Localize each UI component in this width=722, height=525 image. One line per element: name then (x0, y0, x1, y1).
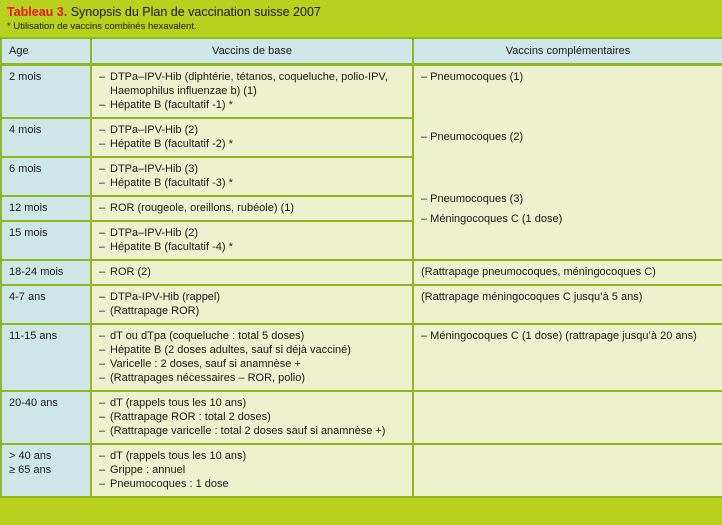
dash-bullet: – (99, 464, 106, 476)
table-row (1, 391, 722, 444)
list-item-continuation: Haemophilus influenzae b) (1) (110, 85, 257, 97)
dash-bullet: – (99, 344, 106, 356)
cell-age: 12 mois (1, 196, 91, 221)
cell-age: 11-15 ans (1, 324, 91, 391)
table-row (1, 65, 722, 119)
vaccination-table (0, 37, 722, 498)
dash-bullet: – (99, 202, 106, 214)
cell-age: 4 mois (1, 118, 91, 157)
table-row (1, 324, 722, 391)
dash-bullet: – (99, 372, 106, 384)
list-item: – dT ou dTpa (coqueluche : total 5 doses) (99, 330, 305, 342)
dash-bullet: – (99, 305, 106, 317)
dash-bullet: – (99, 227, 106, 239)
list-item: – DTPa–IPV-Hib (2) (99, 227, 199, 239)
list-item: – Hépatite B (facultatif -3) * (99, 177, 233, 189)
cell-base-vaccines (91, 391, 413, 444)
list-item: – DTPa-IPV-Hib (rappel) (99, 291, 221, 303)
list-item: – Grippe : annuel (99, 464, 186, 476)
bottom-band (0, 498, 722, 504)
dash-bullet: – (99, 411, 106, 423)
dash-bullet: – (99, 138, 106, 150)
cell-age: 6 mois (1, 157, 91, 196)
figure-title-text: Synopsis du Plan de vaccination suisse 2007 (70, 5, 321, 19)
list-item: – DTPa–IPV-Hib (2) (99, 124, 199, 136)
complementary-line: – Méningocoques C (1 dose) (rattrapage jusqu’à 20 ans) (421, 330, 697, 342)
cell-base-vaccines (91, 118, 413, 157)
cell-complementary-vaccines (413, 260, 722, 285)
base-vaccine-list (99, 201, 405, 215)
figure-footnote: * Utilisation de vaccins combinés hexavalent. (7, 21, 197, 32)
base-vaccine-list (99, 70, 405, 112)
list-item: – Hépatite B (facultatif -1) * (99, 99, 233, 111)
cell-base-vaccines (91, 285, 413, 324)
cell-age (1, 444, 91, 497)
list-item: – Hépatite B (facultatif -4) * (99, 241, 233, 253)
list-item: – DTPa–IPV-Hib (diphtérie, tétanos, coqueluche, polio-IPV, (99, 71, 388, 83)
figure-title-band (0, 0, 722, 37)
column-header-age: Age (1, 38, 91, 65)
dash-bullet: – (99, 99, 106, 111)
list-item: – (Rattrapages nécessaires – ROR, polio) (99, 372, 306, 384)
table-row (1, 444, 722, 497)
cell-age: 4-7 ans (1, 285, 91, 324)
column-header-base-vaccines: Vaccins de base (91, 38, 413, 65)
list-item: – ROR (rougeole, oreillons, rubéole) (1) (99, 202, 295, 214)
column-header-complementary-vaccines: Vaccins complémentaires (413, 38, 722, 65)
list-item: – Pneumocoques : 1 dose (99, 478, 229, 490)
cell-age: 2 mois (1, 65, 91, 119)
base-vaccine-list (99, 449, 405, 491)
dash-bullet: – (99, 425, 106, 437)
list-item: – Hépatite B (facultatif -2) * (99, 138, 233, 150)
list-item: – (Rattrapage varicelle : total 2 doses sauf si anamnèse +) (99, 425, 386, 437)
age-line-2: ≥ 65 ans (9, 464, 52, 476)
cell-complementary-vaccines-merged (413, 65, 722, 261)
base-vaccine-list (99, 162, 405, 190)
base-vaccine-list (99, 123, 405, 151)
dash-bullet: – (99, 291, 106, 303)
cell-complementary-vaccines (413, 324, 722, 391)
base-vaccine-list (99, 396, 405, 438)
dash-bullet: – (99, 163, 106, 175)
list-item: – Varicelle : 2 doses, sauf si anamnèse + (99, 358, 301, 370)
base-vaccine-list (99, 265, 405, 279)
cell-base-vaccines (91, 324, 413, 391)
figure-label: Tableau 3. (7, 5, 68, 19)
spacer (421, 84, 715, 130)
complementary-line-4: – Méningocoques C (1 dose) (421, 213, 563, 225)
list-item: – dT (rappels tous les 10 ans) (99, 450, 247, 462)
cell-complementary-vaccines (413, 285, 722, 324)
cell-base-vaccines (91, 65, 413, 119)
list-item: – (Rattrapage ROR : total 2 doses) (99, 411, 271, 423)
cell-base-vaccines (91, 157, 413, 196)
complementary-line-3: – Pneumocoques (3) (421, 193, 524, 205)
figure-title (7, 5, 715, 20)
spacer (421, 144, 715, 192)
cell-complementary-vaccines-empty (413, 444, 722, 497)
complementary-line-1: – Pneumocoques (1) (421, 71, 524, 83)
base-vaccine-list (99, 290, 405, 318)
dash-bullet: – (99, 478, 106, 490)
complementary-line: (Rattrapage pneumocoques, méningocoques C) (421, 266, 656, 278)
table-header-row (1, 38, 722, 65)
list-item: – DTPa–IPV-Hib (3) (99, 163, 199, 175)
table-row (1, 285, 722, 324)
cell-age: 20-40 ans (1, 391, 91, 444)
cell-base-vaccines (91, 444, 413, 497)
list-item: – Hépatite B (2 doses adultes, sauf si déjà vacciné) (99, 344, 351, 356)
dash-bullet: – (99, 124, 106, 136)
base-vaccine-list (99, 226, 405, 254)
complementary-line: (Rattrapage méningocoques C jusqu’à 5 ans) (421, 291, 643, 303)
cell-base-vaccines (91, 221, 413, 260)
dash-bullet: – (99, 330, 106, 342)
dash-bullet: – (99, 358, 106, 370)
list-item: – ROR (2) (99, 266, 151, 278)
dash-bullet: – (99, 266, 106, 278)
dash-bullet: – (99, 177, 106, 189)
cell-complementary-vaccines-empty (413, 391, 722, 444)
cell-age: 18-24 mois (1, 260, 91, 285)
cell-base-vaccines (91, 260, 413, 285)
dash-bullet: – (99, 241, 106, 253)
complementary-line-2: – Pneumocoques (2) (421, 131, 524, 143)
cell-age: 15 mois (1, 221, 91, 260)
base-vaccine-list (99, 329, 405, 385)
list-item: – dT (rappels tous les 10 ans) (99, 397, 247, 409)
age-line-1: > 40 ans (9, 450, 52, 462)
table-row (1, 260, 722, 285)
cell-base-vaccines (91, 196, 413, 221)
dash-bullet: – (99, 71, 106, 83)
dash-bullet: – (99, 397, 106, 409)
list-item: – (Rattrapage ROR) (99, 305, 200, 317)
dash-bullet: – (99, 450, 106, 462)
